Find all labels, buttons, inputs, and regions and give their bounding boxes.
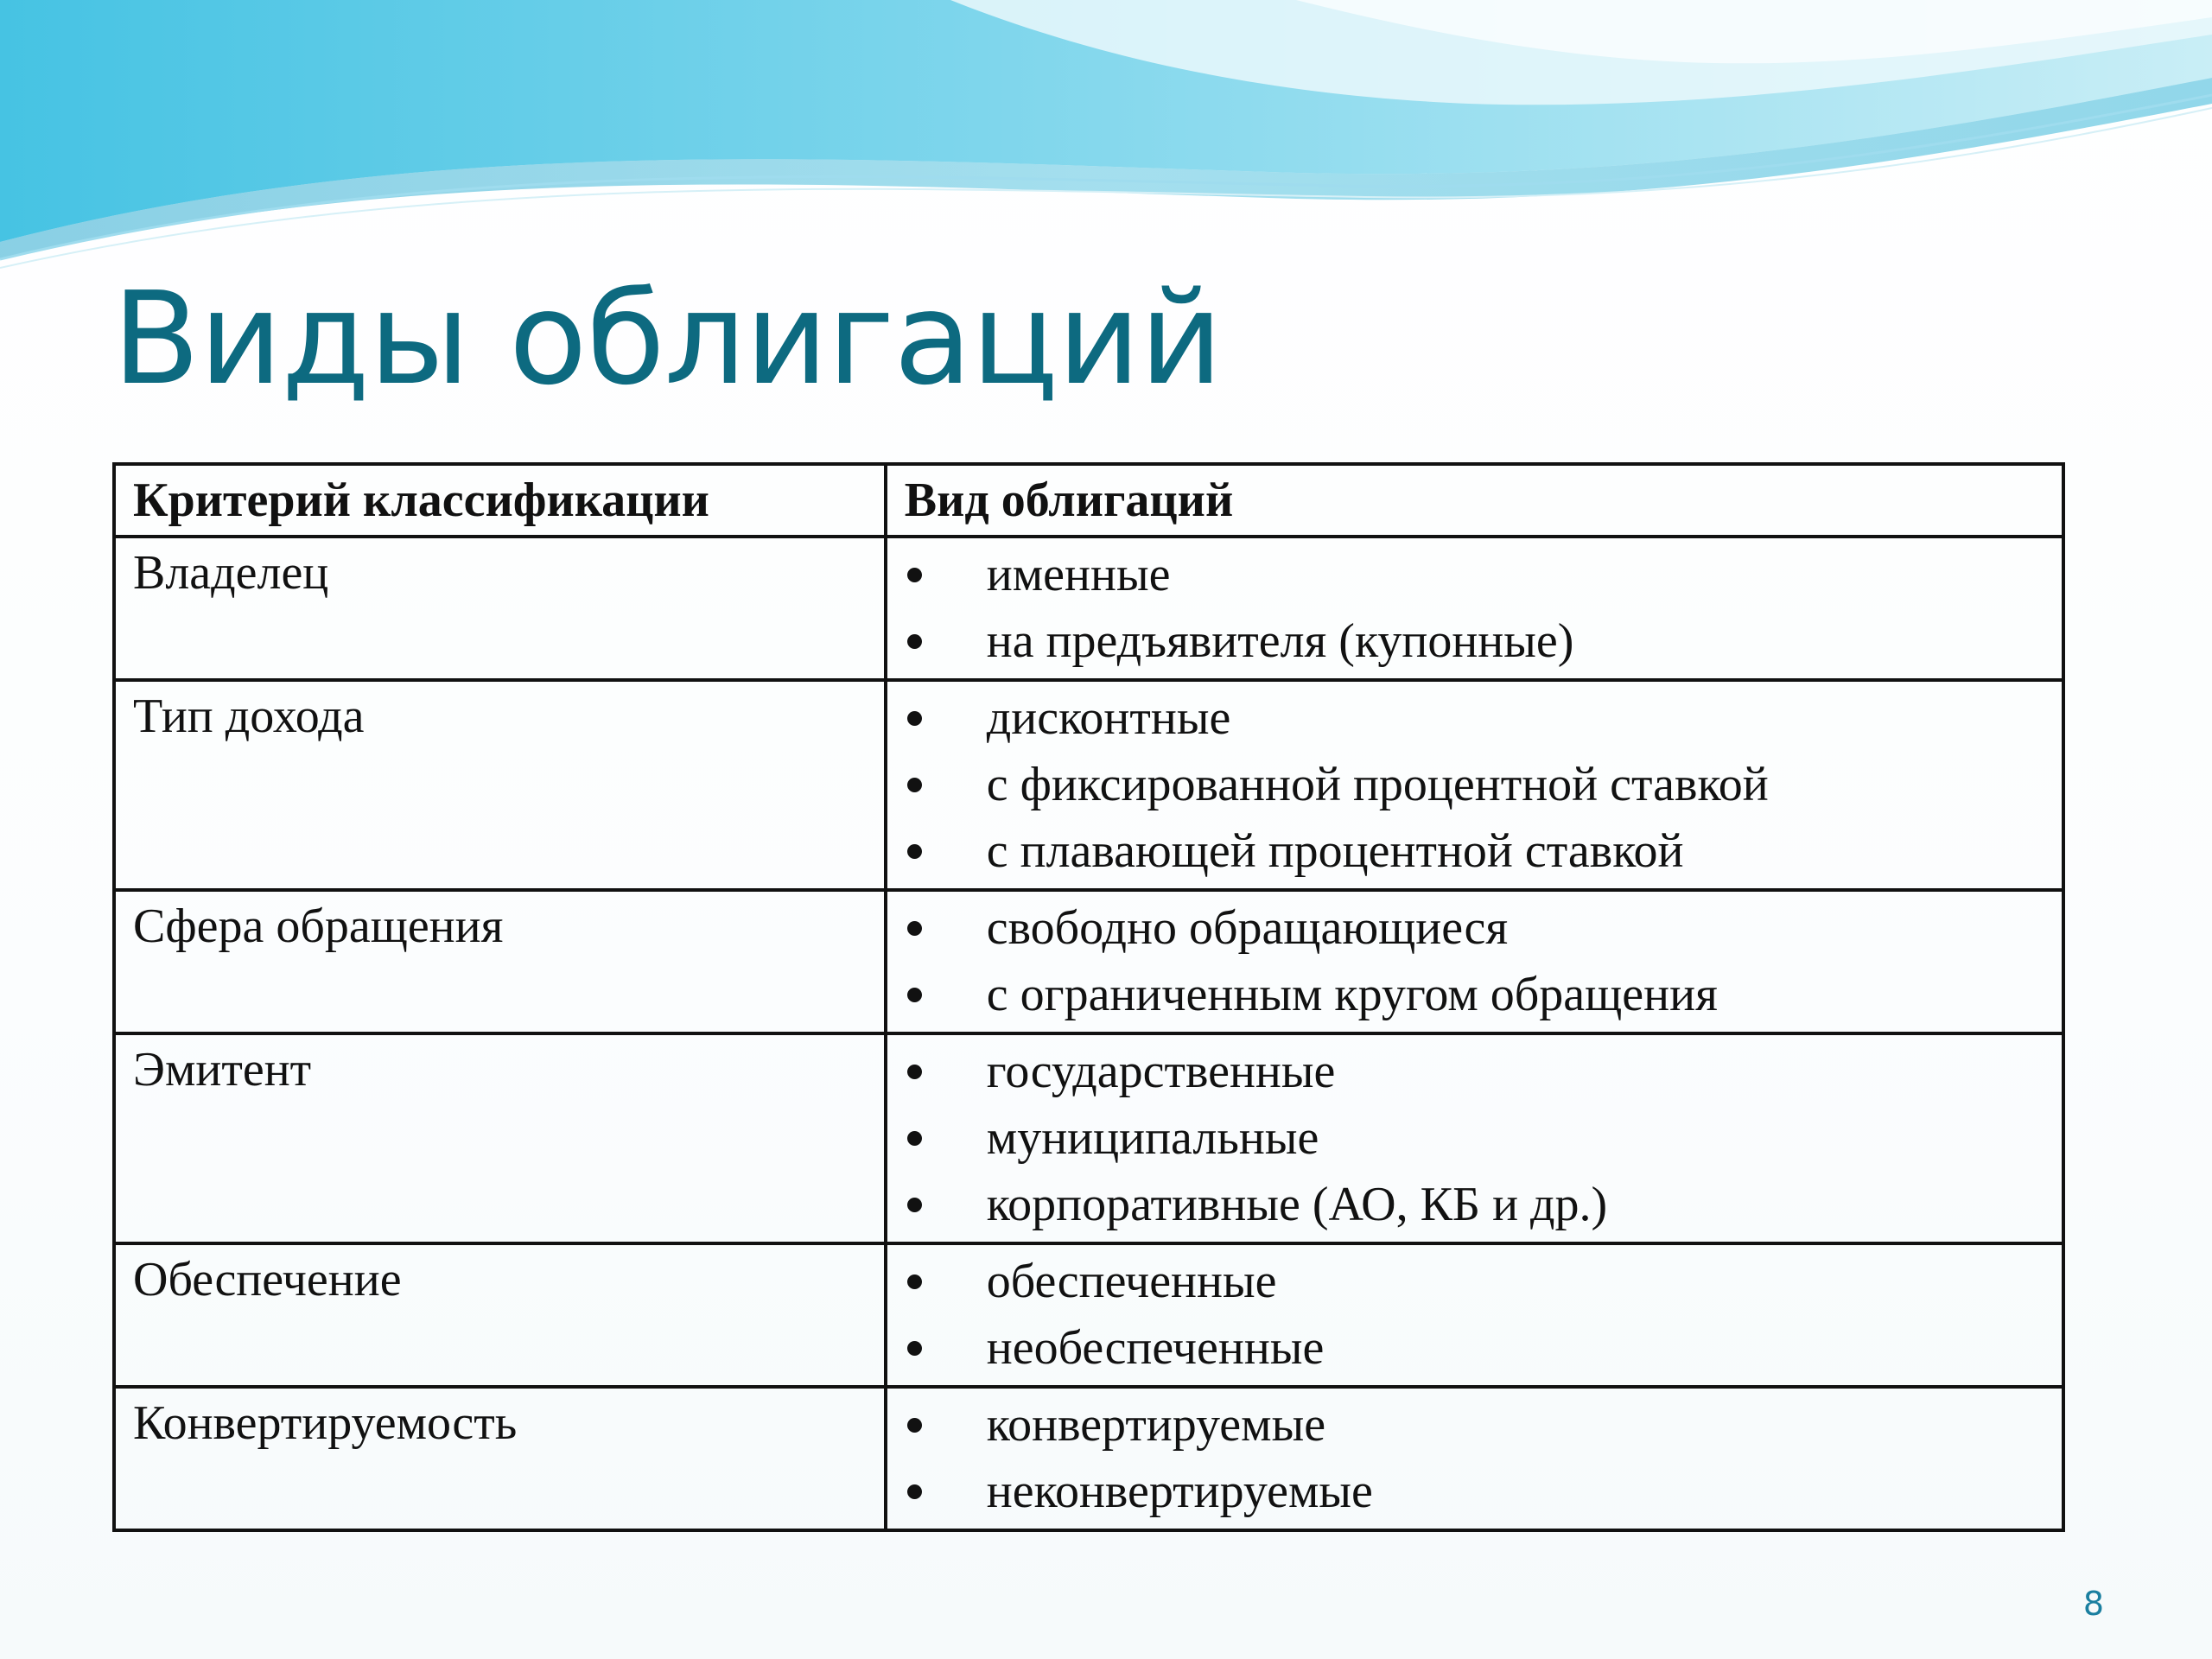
criterion-cell: Эмитент (114, 1033, 886, 1243)
types-cell (886, 537, 2063, 680)
types-cell (886, 890, 2063, 1033)
types-list (887, 685, 2044, 885)
type-label: обеспеченные (986, 1255, 1277, 1308)
types-cell (886, 680, 2063, 890)
types-list (887, 1039, 2044, 1238)
table-row (114, 537, 2063, 680)
list-item (887, 1459, 2044, 1525)
table-row (114, 680, 2063, 890)
type-label: дисконтные (986, 691, 1231, 745)
list-item (887, 1105, 2044, 1172)
bond-types-table (112, 462, 2065, 1532)
page-number: 8 (2082, 1585, 2104, 1623)
list-item (887, 895, 2044, 962)
list-item (887, 685, 2044, 752)
bullet-icon (907, 844, 922, 859)
type-label: неконвертируемые (986, 1465, 1373, 1518)
list-item (887, 1249, 2044, 1315)
types-cell (886, 1243, 2063, 1387)
table-row (114, 1387, 2063, 1530)
types-list (887, 542, 2044, 675)
type-label: с фиксированной процентной ставкой (986, 758, 1769, 811)
bullet-icon (907, 1484, 922, 1499)
type-label: конвертируемые (986, 1398, 1326, 1452)
table-row (114, 1033, 2063, 1243)
bullet-icon (907, 711, 922, 726)
type-label: необеспеченные (986, 1321, 1325, 1375)
bullet-icon (907, 568, 922, 582)
criterion-cell: Тип дохода (114, 680, 886, 890)
type-label: на предъявителя (купонные) (986, 614, 1574, 668)
types-cell (886, 1033, 2063, 1243)
bullet-icon (907, 1274, 922, 1289)
criterion-cell: Конвертируемость (114, 1387, 886, 1530)
list-item (887, 608, 2044, 675)
type-label: с плавающей процентной ставкой (986, 824, 1684, 878)
bullet-icon (907, 1131, 922, 1146)
bullet-icon (907, 1341, 922, 1356)
slide-title: Виды облигаций (112, 264, 1223, 413)
types-list (887, 895, 2044, 1028)
bullet-icon (907, 634, 922, 649)
bullet-icon (907, 988, 922, 1002)
bullet-icon (907, 778, 922, 792)
list-item (887, 752, 2044, 818)
type-label: именные (986, 548, 1171, 601)
bullet-icon (907, 1065, 922, 1079)
bullet-icon (907, 1198, 922, 1212)
header-criterion: Критерий классификации (114, 464, 886, 537)
type-label: государственные (986, 1045, 1336, 1098)
type-label: муниципальные (986, 1111, 1319, 1165)
bullet-icon (907, 1418, 922, 1433)
header-type: Вид облигаций (886, 464, 2063, 537)
list-item (887, 1039, 2044, 1105)
type-label: с ограниченным кругом обращения (986, 968, 1718, 1021)
type-label: свободно обращающиеся (986, 901, 1509, 955)
header-wave-decoration (0, 0, 2212, 285)
list-item (887, 1392, 2044, 1459)
list-item (887, 1315, 2044, 1382)
types-list (887, 1249, 2044, 1382)
table-row (114, 890, 2063, 1033)
bullet-icon (907, 921, 922, 936)
list-item (887, 962, 2044, 1028)
types-list (887, 1392, 2044, 1525)
table-header-row (114, 464, 2063, 537)
list-item (887, 542, 2044, 608)
table-row (114, 1243, 2063, 1387)
list-item (887, 818, 2044, 885)
list-item (887, 1172, 2044, 1238)
criterion-cell: Обеспечение (114, 1243, 886, 1387)
criterion-cell: Владелец (114, 537, 886, 680)
type-label: корпоративные (АО, КБ и др.) (986, 1178, 1608, 1231)
types-cell (886, 1387, 2063, 1530)
criterion-cell: Сфера обращения (114, 890, 886, 1033)
